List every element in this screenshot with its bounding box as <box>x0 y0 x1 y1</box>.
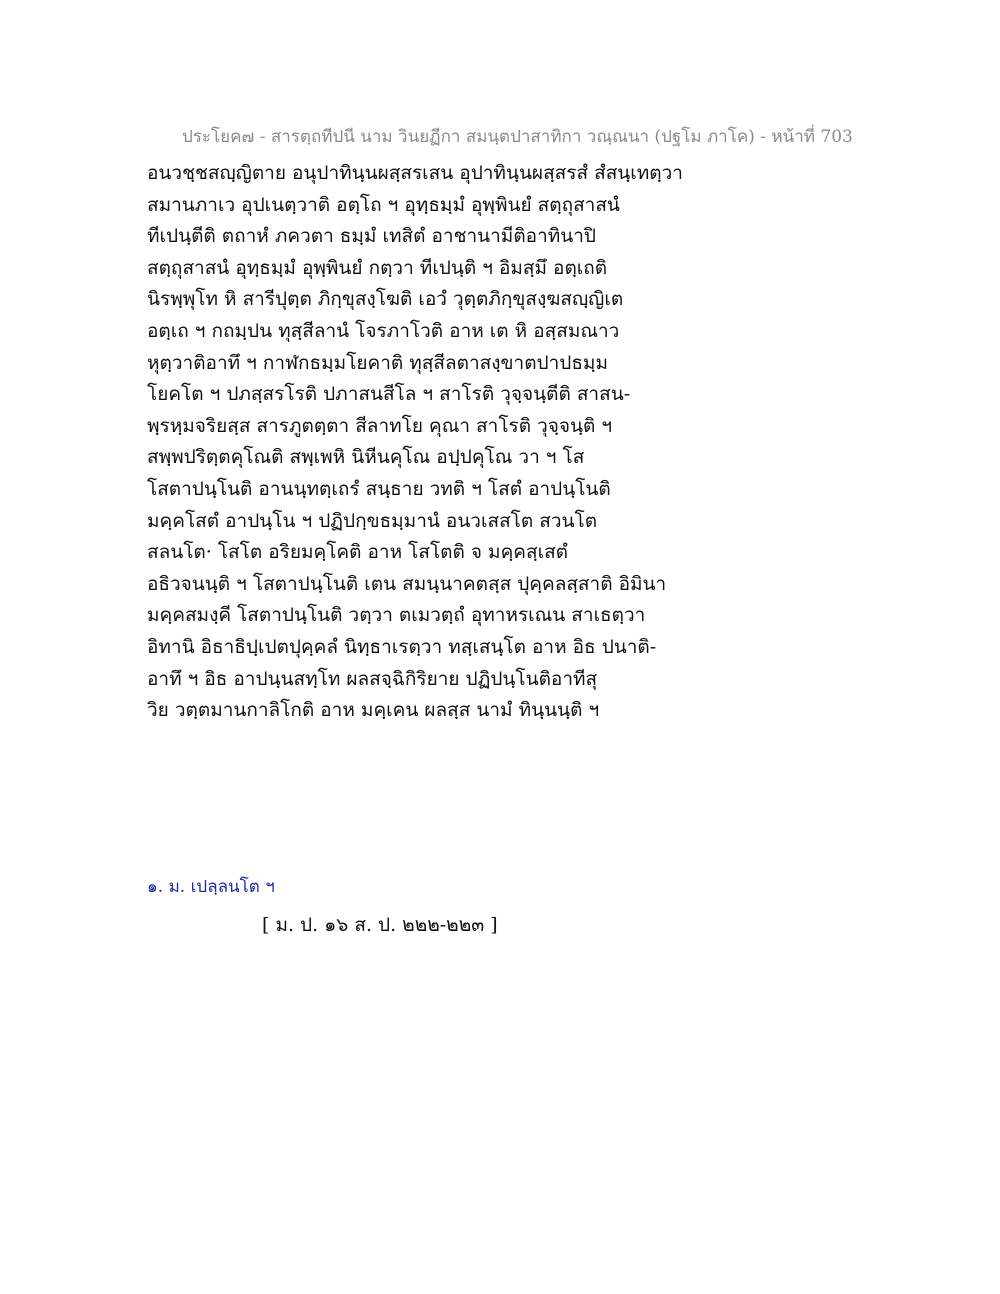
text-line: อาทึ ฯ อิธ อาปนฺนสทฺโท ผลสจฺฉิกิริยาย ปฏิปนฺโนติอาทีสุ <box>147 667 598 690</box>
text-line: อิทานิ อิธาธิปฺเปตปุคฺคลํ นิทฺธาเรตฺวา ทสฺเสนฺโต อาห อิธ ปนาติ- <box>147 635 657 658</box>
text-line: โยคโต ฯ ปภสฺสรโรติ ปภาสนสีโล ฯ สาโรติ วุจฺจนฺตีติ สาสน- <box>147 383 631 406</box>
text-line: มคฺคโสตํ อาปนฺโน ฯ ปฏิปกฺขธมฺมานํ อนวเสสโต สวนโต <box>147 509 598 532</box>
text-line: ทีเปนฺตีติ ตถาหํ ภควตา ธมฺมํ เทสิตํ อาชานามีติอาทินาปิ <box>147 225 596 248</box>
text-line: สมานภาเว อุปเนตฺวาติ อตฺโถ ฯ อุทฺธมฺมํ อุพฺพินยํ สตฺถุสาสนํ <box>147 193 620 216</box>
text-line: วิย วตฺตมานกาลิโกติ อาห มคฺเคน ผลสฺส นามํ ทินฺนนฺติ ฯ <box>147 699 600 722</box>
text-line: อตฺเถ ฯ กถมฺปน ทุสฺสีลานํ โจรภาโวติ อาห เต หิ อสฺสมณาว <box>147 319 620 342</box>
footnote: ๑. ม. เปลฺลนโต ฯ <box>147 877 275 897</box>
text-line: โสตาปนฺโนติ อานนฺทตฺเถรํ สนฺธาย วทติ ฯ โสตํ อาปนฺโนติ <box>147 477 611 500</box>
text-line: พฺรหฺมจริยสฺส สารภูตตฺตา สีลาทโย คุณา สาโรติ วุจฺจนฺติ ฯ <box>147 414 613 437</box>
text-line: นิรพฺพุโท หิ สารีปุตฺต ภิกฺขุสงฺโฆติ เอวํ วุตฺตภิกฺขุสงฺฆสญฺญิเต <box>147 288 624 311</box>
text-line: อธิวจนนฺติ ฯ โสตาปนฺโนติ เตน สมนฺนาคตสฺส ปุคฺคลสฺสาติ อิมินา <box>147 572 667 595</box>
text-line: อนวชฺชสญฺญิตาย อนุปาทินฺนผสฺสรเสน อุปาทินฺนผสฺสรสํ สํสนฺเทตฺวา <box>147 162 683 184</box>
text-line: หุตฺวาติอาทึ ฯ กาฬกธมฺมโยคาติ ทุสฺสีลตาสงฺขาตปาปธมฺม <box>147 351 608 374</box>
body-text <box>147 158 867 727</box>
text-line: สพฺพปริตฺตคุโณติ สพฺเพหิ นิหีนคุโณ อปฺปคุโณ วา ฯ โส <box>147 446 585 469</box>
text-line: สตฺถุสาสนํ อุทฺธมฺมํ อุพฺพินยํ กตฺวา ทีเปนฺติ ฯ อิมสฺมึ อตฺเถติ <box>147 256 608 279</box>
text-line: สลนโต· โสโต อริยมคฺโคติ อาห โสโตติ จ มคฺคสฺเสตํ <box>147 541 569 564</box>
page-header: ประโยค๗ - สารตฺถทีปนี นาม วินยฏีกา สมนฺตปาสาทิกา วณฺณนา (ปฐโม ภาโค) - หน้าที่ 703 <box>182 127 853 147</box>
text-line: มคฺคสมงฺคี โสตาปนฺโนติ วตฺวา ตเมวตฺถํ อุทาหรเณน สาเธตฺวา <box>147 604 646 627</box>
page-reference: [ ม. ป. ๑๖ ส. ป. ๒๒๒-๒๒๓ ] <box>262 914 498 936</box>
